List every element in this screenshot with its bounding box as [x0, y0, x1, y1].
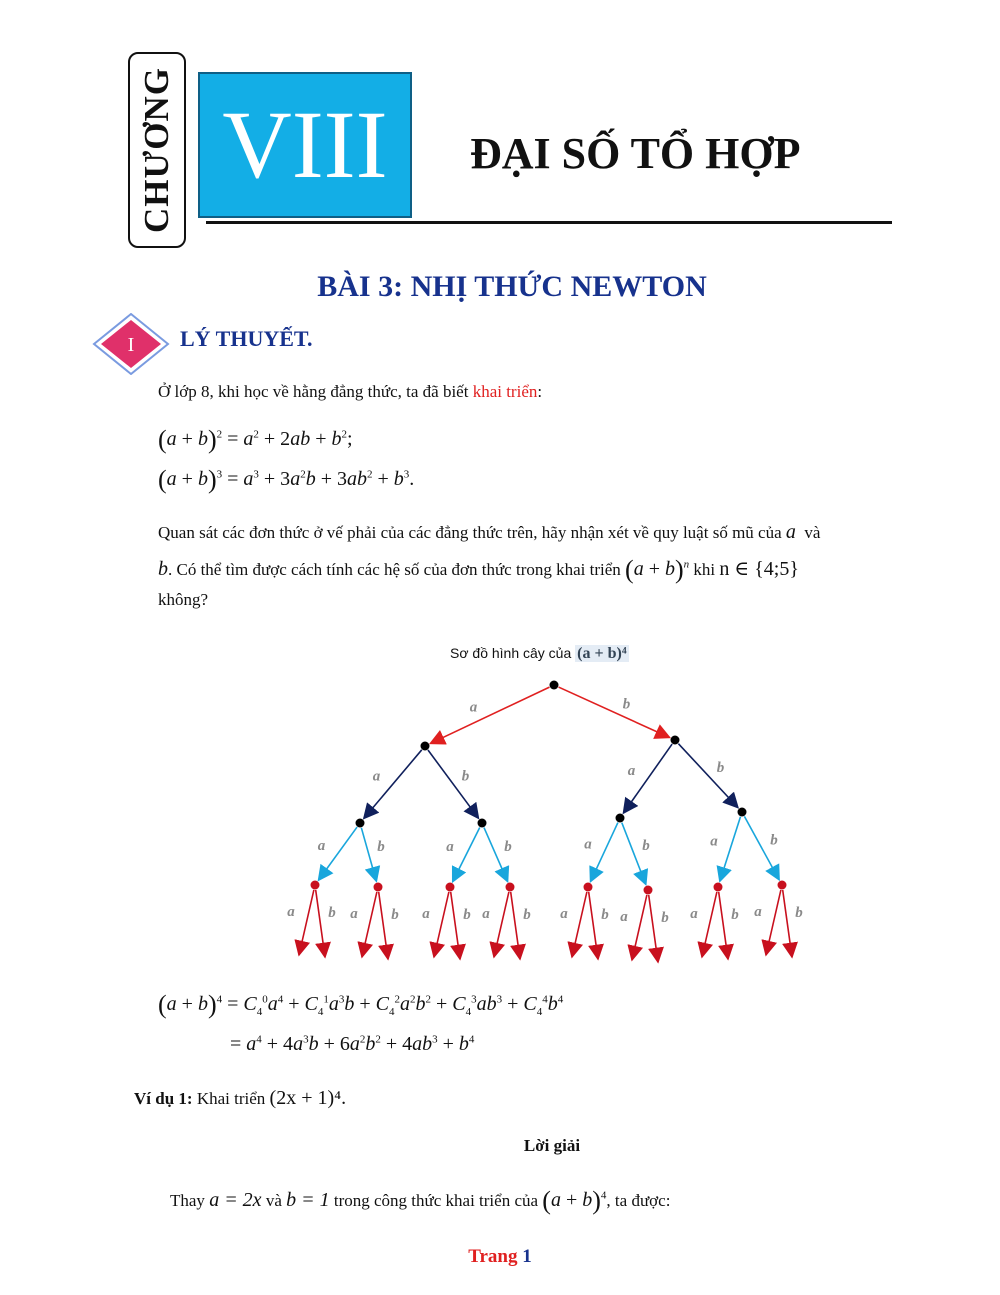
tree-diagram [270, 640, 830, 970]
tree-node [506, 883, 515, 892]
tree-edge-a [494, 892, 509, 957]
solution-eq-2: b = 1 [286, 1189, 330, 1211]
formula-square: $(a + b)^2 = a^2 + 2ab + b^2$; [158, 425, 353, 454]
tree-label-a: a [754, 904, 762, 920]
example-formula: (2x + 1)⁴. [269, 1087, 347, 1109]
question-and: và [804, 523, 821, 542]
intro-paragraph [158, 380, 542, 404]
question-line-1 [158, 518, 938, 546]
tree-label-b: b [461, 768, 470, 785]
tree-edge-a [591, 823, 618, 882]
tree-label-a: a [482, 906, 490, 922]
tree-node [738, 808, 747, 817]
tree-edge-b [428, 750, 478, 818]
tree-label-a: a [469, 699, 478, 716]
tree-edge-b [719, 892, 728, 959]
tree-edge-b [316, 890, 325, 957]
intro-highlight: khai triển [472, 382, 538, 401]
tree-edge-a [632, 895, 647, 960]
tree-edge-a [434, 892, 449, 957]
question-set: n ∈ {4;5} [719, 558, 799, 580]
tree-edge-b [361, 828, 376, 881]
lesson-title: BÀI 3: NHỊ THỨC NEWTON [317, 270, 707, 303]
tree-node [311, 881, 320, 890]
chapter-title: ĐẠI SỐ TỔ HỢP [470, 129, 801, 178]
tree-label-a: a [350, 906, 358, 922]
tree-edge-a [299, 890, 314, 955]
tree-label-a: a [422, 906, 430, 922]
tree-label-b: b [795, 905, 803, 921]
example-label: Ví dụ 1: [134, 1089, 193, 1108]
tree-label-b: b [716, 760, 725, 776]
question-text-1: Quan sát các đơn thức ở vế phải của các đẳng thức trên, hãy nhận xét về quy luật số mũ của [158, 523, 782, 542]
tree-label-b: b [601, 907, 609, 923]
tree-label-a: a [287, 904, 295, 920]
section-title: LÝ THUYẾT. [180, 326, 313, 351]
tree-label-b: b [391, 907, 399, 923]
tree-edge-b [649, 895, 658, 962]
tree-edge-b [783, 890, 792, 957]
tree-label-a: a [446, 839, 454, 855]
tree-edge-a [430, 687, 549, 743]
tree-node [671, 736, 680, 745]
tree-node [616, 814, 625, 823]
tree-label-b: b [731, 907, 739, 923]
formula-cube: $(a + b)^3 = a^3 + 3a^2b + 3ab^2 + b^3$. [158, 465, 415, 494]
tree-label-a: a [317, 838, 326, 854]
question-text-2: . Có thể tìm được cách tính các hệ số của đơn thức trong khai triển [168, 560, 621, 579]
tree-edge-b [678, 744, 738, 808]
header-divider [206, 221, 892, 224]
tree-node [421, 742, 430, 751]
tree-edge-b [511, 892, 520, 959]
intro-colon: : [537, 382, 543, 401]
formula-fourth-expanded: = $a^4 + 4a^3b + 6a^2b^2 + 4ab^3 + b^4$ [230, 1033, 475, 1055]
var-a: a [785, 521, 796, 543]
tree-label-a: a [627, 763, 636, 779]
page-footer [0, 1246, 1000, 1268]
tree-label-b: b [642, 838, 650, 854]
tree-node [478, 819, 487, 828]
tree-caption-formula: (a + b)⁴ [577, 645, 627, 662]
formula-fourth-binomial: $(a + b)^4 = C_4^0a^4 + C_4^1a^3b + C_4^2a^2b^2 + C_4^3ab^3 + C_4^4b^4$ [158, 990, 564, 1019]
question-line-3: không? [158, 590, 209, 609]
tree-edge-b [559, 687, 670, 737]
tree-node [356, 819, 365, 828]
solution-and: và [265, 1191, 282, 1210]
tree-edge-a [766, 890, 781, 955]
tree-label-b: b [377, 839, 385, 855]
tree-label-b: b [328, 905, 336, 921]
tree-edge-a [362, 892, 377, 957]
tree-node [550, 681, 559, 690]
tree-label-a: a [560, 906, 568, 922]
chapter-word: CHƯƠNG [137, 66, 176, 234]
tree-label-b: b [463, 907, 471, 923]
question-when: khi [693, 560, 716, 579]
tree-label-b: b [770, 832, 778, 849]
tree-edge-a [453, 827, 480, 881]
question-line-2: b. Có thể tìm được cách tính các hệ số của đơn thức trong khai triển $(a + b)^n$ khi n ∈ {4;5} [158, 555, 799, 584]
chapter-number: VIII [222, 91, 388, 198]
tree-edge-b [379, 892, 388, 959]
tree-label-a: a [620, 909, 628, 925]
solution-eq-1: a = 2x [209, 1189, 262, 1211]
chapter-number-box [198, 72, 412, 218]
chapter-vertical-label [128, 52, 186, 248]
tree-caption-text: Sơ đồ hình cây của [450, 645, 572, 661]
tree-label-b: b [523, 907, 531, 923]
tree-nodes [311, 681, 787, 895]
tree-label-b: b [504, 839, 512, 855]
solution-line: Thay a = 2x và b = 1 trong công thức khai triển của $(a + b)^4$, ta được: [170, 1186, 671, 1215]
section-number: I [127, 334, 135, 356]
tree-node [374, 883, 383, 892]
page-number: 1 [522, 1246, 532, 1267]
tree-label-a: a [372, 768, 381, 785]
example-1 [134, 1084, 346, 1112]
tree-edge-b [589, 892, 598, 959]
tree-label-a: a [710, 833, 718, 850]
tree-node [644, 886, 653, 895]
tree-labels [287, 697, 803, 927]
example-text: Khai triển [196, 1089, 266, 1108]
solution-text-2: trong công thức khai triển của [333, 1191, 539, 1210]
intro-text: Ở lớp 8, khi học về hằng đẳng thức, ta đã biết [158, 382, 473, 401]
tree-node [714, 883, 723, 892]
solution-heading: Lời giải [523, 1136, 581, 1155]
footer-label: Trang [468, 1246, 518, 1267]
tree-edge-b [451, 892, 460, 959]
tree-node [446, 883, 455, 892]
tree-label-b: b [622, 696, 631, 713]
tree-label-a: a [584, 836, 592, 853]
var-b: b [158, 558, 168, 580]
tree-label-b: b [661, 910, 669, 926]
tree-node [584, 883, 593, 892]
tree-edge-a [572, 892, 587, 957]
tree-node [778, 881, 787, 890]
tree-edge-a [720, 817, 741, 882]
tree-label-a: a [690, 906, 698, 922]
solution-text-1: Thay [170, 1191, 205, 1210]
tree-edge-a [702, 892, 717, 957]
tree-edges [299, 687, 792, 962]
tree-caption [450, 645, 629, 663]
solution-text-3: , ta được: [606, 1191, 671, 1210]
section-diamond-icon [92, 313, 170, 375]
